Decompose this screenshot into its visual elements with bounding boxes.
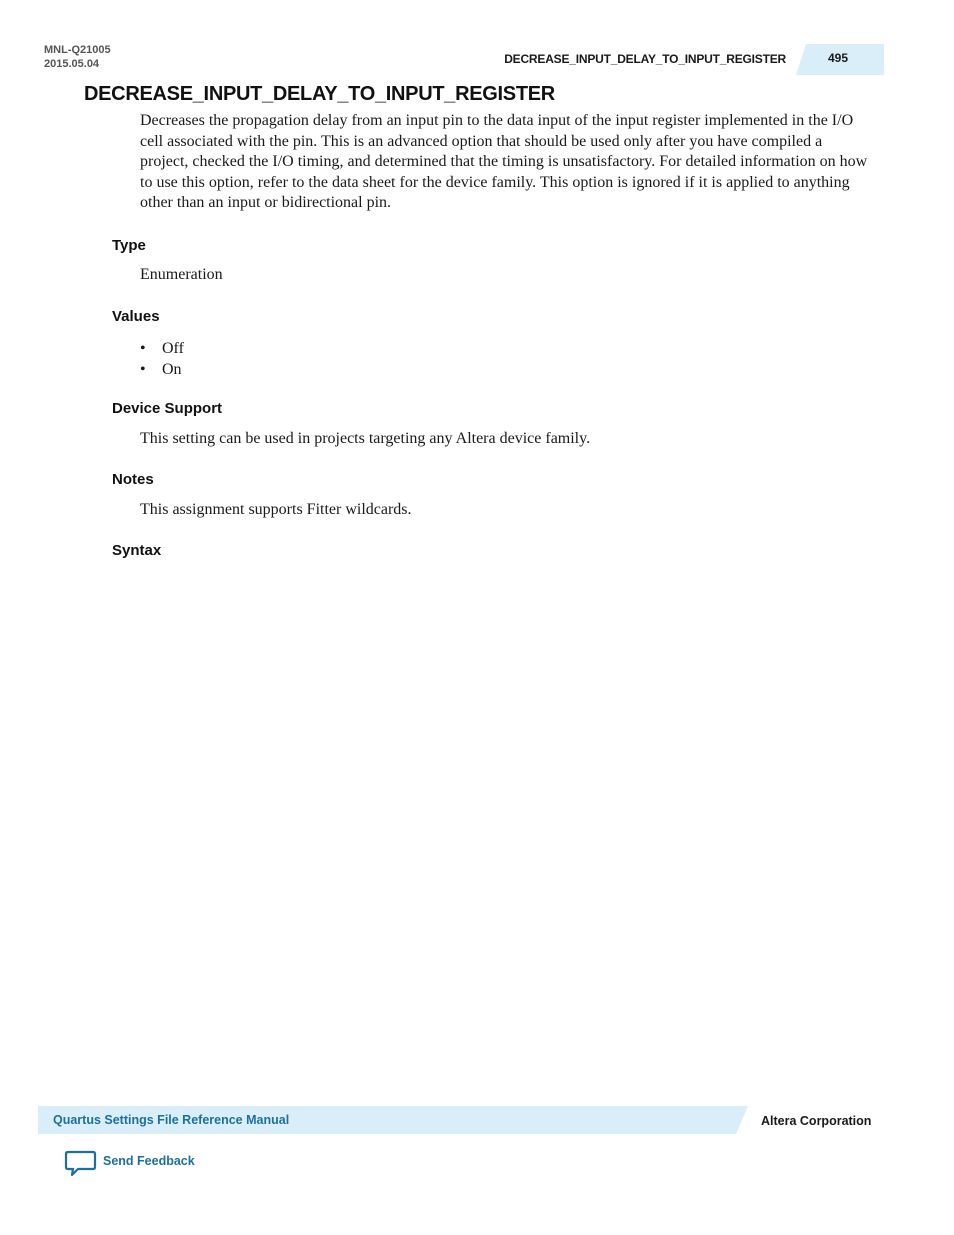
footer-manual-title: Quartus Settings File Reference Manual (53, 1113, 290, 1127)
speech-bubble-icon[interactable] (64, 1150, 97, 1178)
send-feedback-link[interactable]: Send Feedback (103, 1154, 195, 1168)
list-item: • On (140, 359, 184, 380)
device-support-heading: Device Support (112, 400, 223, 417)
values-list (140, 338, 184, 380)
document-id-block (44, 43, 111, 71)
description-paragraph: Decreases the propagation delay from an input pin to the data input of the input register implemented in the I/O cell associated with the pin. This is an advanced option that should be used only after you have compiled a project, checked the I/O timing, and determined that the timing is unsatisfactory. For detailed information on how to use this option, refer to the data sheet for the device family. This option is ignored if it is applied to anything other than an input or bidirectional pin. (140, 112, 868, 211)
values-heading: Values (112, 308, 160, 325)
footer-company: Altera Corporation (761, 1114, 872, 1128)
document-date: 2015.05.04 (44, 58, 100, 70)
page-title: DECREASE_INPUT_DELAY_TO_INPUT_REGISTER (84, 83, 555, 105)
type-heading: Type (112, 237, 146, 254)
notes-heading: Notes (112, 471, 154, 488)
notes-text: This assignment supports Fitter wildcards. (140, 501, 412, 518)
syntax-heading: Syntax (112, 542, 162, 559)
running-head: DECREASE_INPUT_DELAY_TO_INPUT_REGISTER (504, 52, 786, 66)
document-id: MNL-Q21005 (44, 44, 111, 56)
device-support-text: This setting can be used in projects targeting any Altera device family. (140, 430, 591, 447)
type-value: Enumeration (140, 266, 223, 283)
page-number: 495 (828, 51, 849, 65)
list-item: • Off (140, 338, 184, 359)
